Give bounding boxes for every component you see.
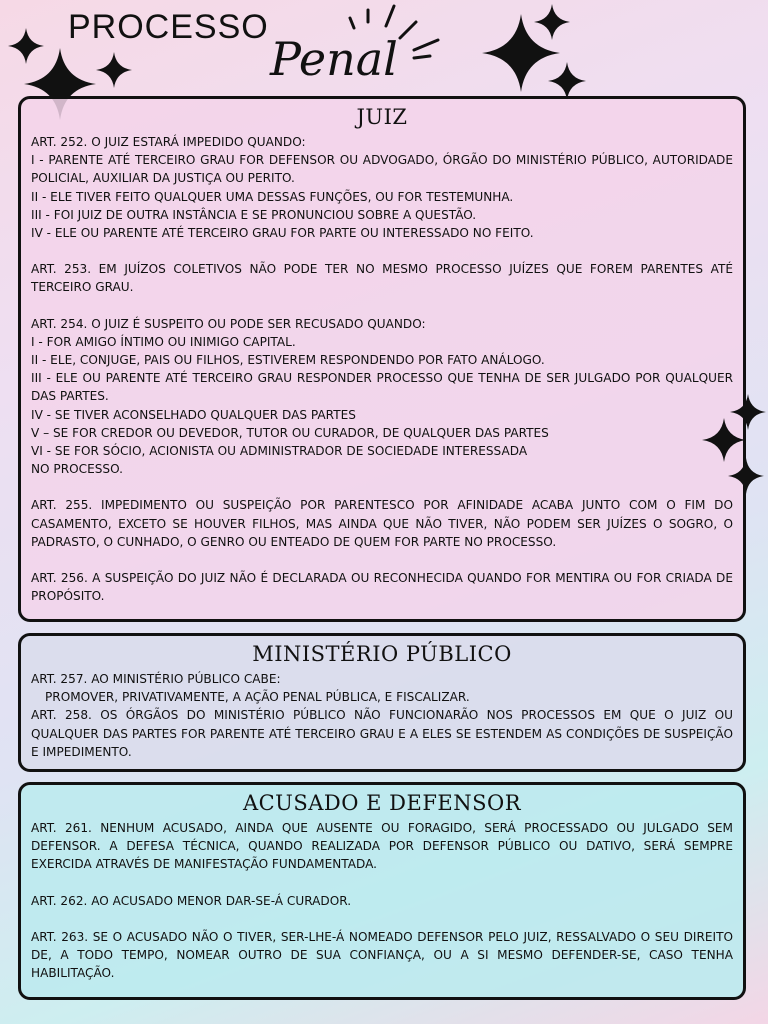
article-text: ART. 258. OS ÓRGÃOS DO MINISTÉRIO PÚBLICO NÃO FUNCIONARÃO NOS PROCESSOS EM QUE O JUIZ OU QUALQUER DAS PARTES FOR PARENTE ATÉ TERCEIRO GRAU E A ELES SE ESTENDEM AS CONDIÇÕES DE SUSPEIÇÃO E IMPEDIMENTO.: [31, 708, 733, 759]
sparkle-icon: [548, 62, 586, 100]
decorative-strokes-icon: [342, 4, 452, 84]
sparkle-icon: [534, 4, 570, 40]
paragraph-gap: [31, 478, 733, 496]
section-heading: ACUSADO E DEFENSOR: [242, 791, 522, 815]
article-text: V – SE FOR CREDOR OU DEVEDOR, TUTOR OU CURADOR, DE QUALQUER DAS PARTES: [31, 425, 549, 440]
article-text: ART. 253. EM JUÍZOS COLETIVOS NÃO PODE TER NO MESMO PROCESSO JUÍZES QUE FOREM PARENTES ATÉ TERCEIRO GRAU.: [31, 262, 733, 295]
paragraph-gap: [31, 242, 733, 260]
article-text: I - PARENTE ATÉ TERCEIRO GRAU FOR DEFENSOR OU ADVOGADO, ÓRGÃO DO MINISTÉRIO PÚBLICO, AUTORIDADE POLICIAL, AUXILIAR DA JUSTIÇA OU PERITO.: [31, 153, 733, 186]
article-text: II - ELE TIVER FEITO QUALQUER UMA DESSAS FUNÇÕES, OU FOR TESTEMUNHA.: [31, 189, 514, 204]
article-text: III - ELE OU PARENTE ATÉ TERCEIRO GRAU RESPONDER PROCESSO QUE TENHA DE SER JULGADO POR QUALQUER DAS PARTES.: [31, 371, 733, 404]
section-body: [31, 819, 733, 982]
article-text: ART. 256. A SUSPEIÇÃO DO JUIZ NÃO É DECLARADA OU RECONHECIDA QUANDO FOR MENTIRA OU FOR CRIADA DE PROPÓSITO.: [31, 571, 733, 604]
paragraph-gap: [31, 297, 733, 315]
sparkle-icon: [96, 52, 132, 88]
article-text: ART. 255. IMPEDIMENTO OU SUSPEIÇÃO POR PARENTESCO POR AFINIDADE ACABA JUNTO COM O FIM DO CASAMENTO, EXCETO SE HOUVER FILHOS, MAS AINDA QUE NÃO TIVER, NÃO PODEM SER JUÍZES O SOGRO, O PADRASTO, O CUNHADO, O GENRO OU ENTEADO DE QUEM FOR PARTE NO PROCESSO.: [31, 498, 733, 549]
article-text: NO PROCESSO.: [31, 462, 123, 477]
page-title: PROCESSO: [68, 8, 269, 46]
sparkle-icon: [728, 458, 764, 494]
article-text: ART. 262. AO ACUSADO MENOR DAR-SE-Á CURADOR.: [31, 893, 352, 908]
article-text: IV - SE TIVER ACONSELHADO QUALQUER DAS PARTES: [31, 407, 356, 422]
article-text: IV - ELE OU PARENTE ATÉ TERCEIRO GRAU FOR PARTE OU INTERESSADO NO FEITO.: [31, 226, 534, 241]
section-body: [31, 133, 733, 605]
sparkle-icon: [702, 418, 746, 462]
article-text: II - ELE, CONJUGE, PAIS OU FILHOS, ESTIVEREM RESPONDENDO POR FATO ANÁLOGO.: [31, 353, 545, 368]
article-text: PROMOVER, PRIVATIVAMENTE, A AÇÃO PENAL PÚBLICA, E FISCALIZAR.: [45, 690, 470, 705]
paragraph-gap: [31, 910, 733, 928]
article-text: ART. 257. AO MINISTÉRIO PÚBLICO CABE:: [31, 672, 281, 686]
article-text: ART. 252. O JUIZ ESTARÁ IMPEDIDO QUANDO:: [31, 135, 306, 149]
article-text: ART. 263. SE O ACUSADO NÃO O TIVER, SER-LHE-Á NOMEADO DEFENSOR PELO JUIZ, RESSALVADO O SEU DIREITO DE, A TODO TEMPO, NOMEAR OUTRO DE SUA CONFIANÇA, OU A SI MESMO DEFENDER-SE, CASO TENHA HABILITAÇÃO.: [31, 929, 733, 981]
paragraph-gap: [31, 551, 733, 569]
section-heading: MINISTÉRIO PÚBLICO: [252, 642, 512, 666]
article-text: ART. 261. NENHUM ACUSADO, AINDA QUE AUSENTE OU FORAGIDO, SERÁ PROCESSADO OU JULGADO SEM DEFENSOR. A DEFESA TÉCNICA, QUANDO REALIZADA POR DEFENSOR PÚBLICO OU DATIVO, SERÁ SEMPRE EXERCIDA ATRAVÉS DE MANIFESTAÇÃO FUNDAMENTADA.: [31, 821, 733, 872]
article-text: VI - SE FOR SÓCIO, ACIONISTA OU ADMINISTRADOR DE SOCIEDADE INTERESSADA: [31, 444, 528, 459]
article-text: ART. 254. O JUIZ É SUSPEITO OU PODE SER RECUSADO QUANDO:: [31, 316, 426, 331]
page-subtitle: Penal: [270, 32, 398, 86]
paragraph-gap: [31, 874, 733, 892]
section-ministerio-publico: [18, 633, 746, 772]
section-juiz: [18, 96, 746, 622]
section-acusado-defensor: [18, 782, 746, 1000]
section-body: [31, 670, 733, 761]
article-text: III - FOI JUIZ DE OUTRA INSTÂNCIA E SE PRONUNCIOU SOBRE A QUESTÃO.: [31, 207, 477, 222]
article-text: I - FOR AMIGO ÍNTIMO OU INIMIGO CAPITAL.: [31, 334, 296, 349]
section-heading: JUIZ: [356, 105, 408, 129]
